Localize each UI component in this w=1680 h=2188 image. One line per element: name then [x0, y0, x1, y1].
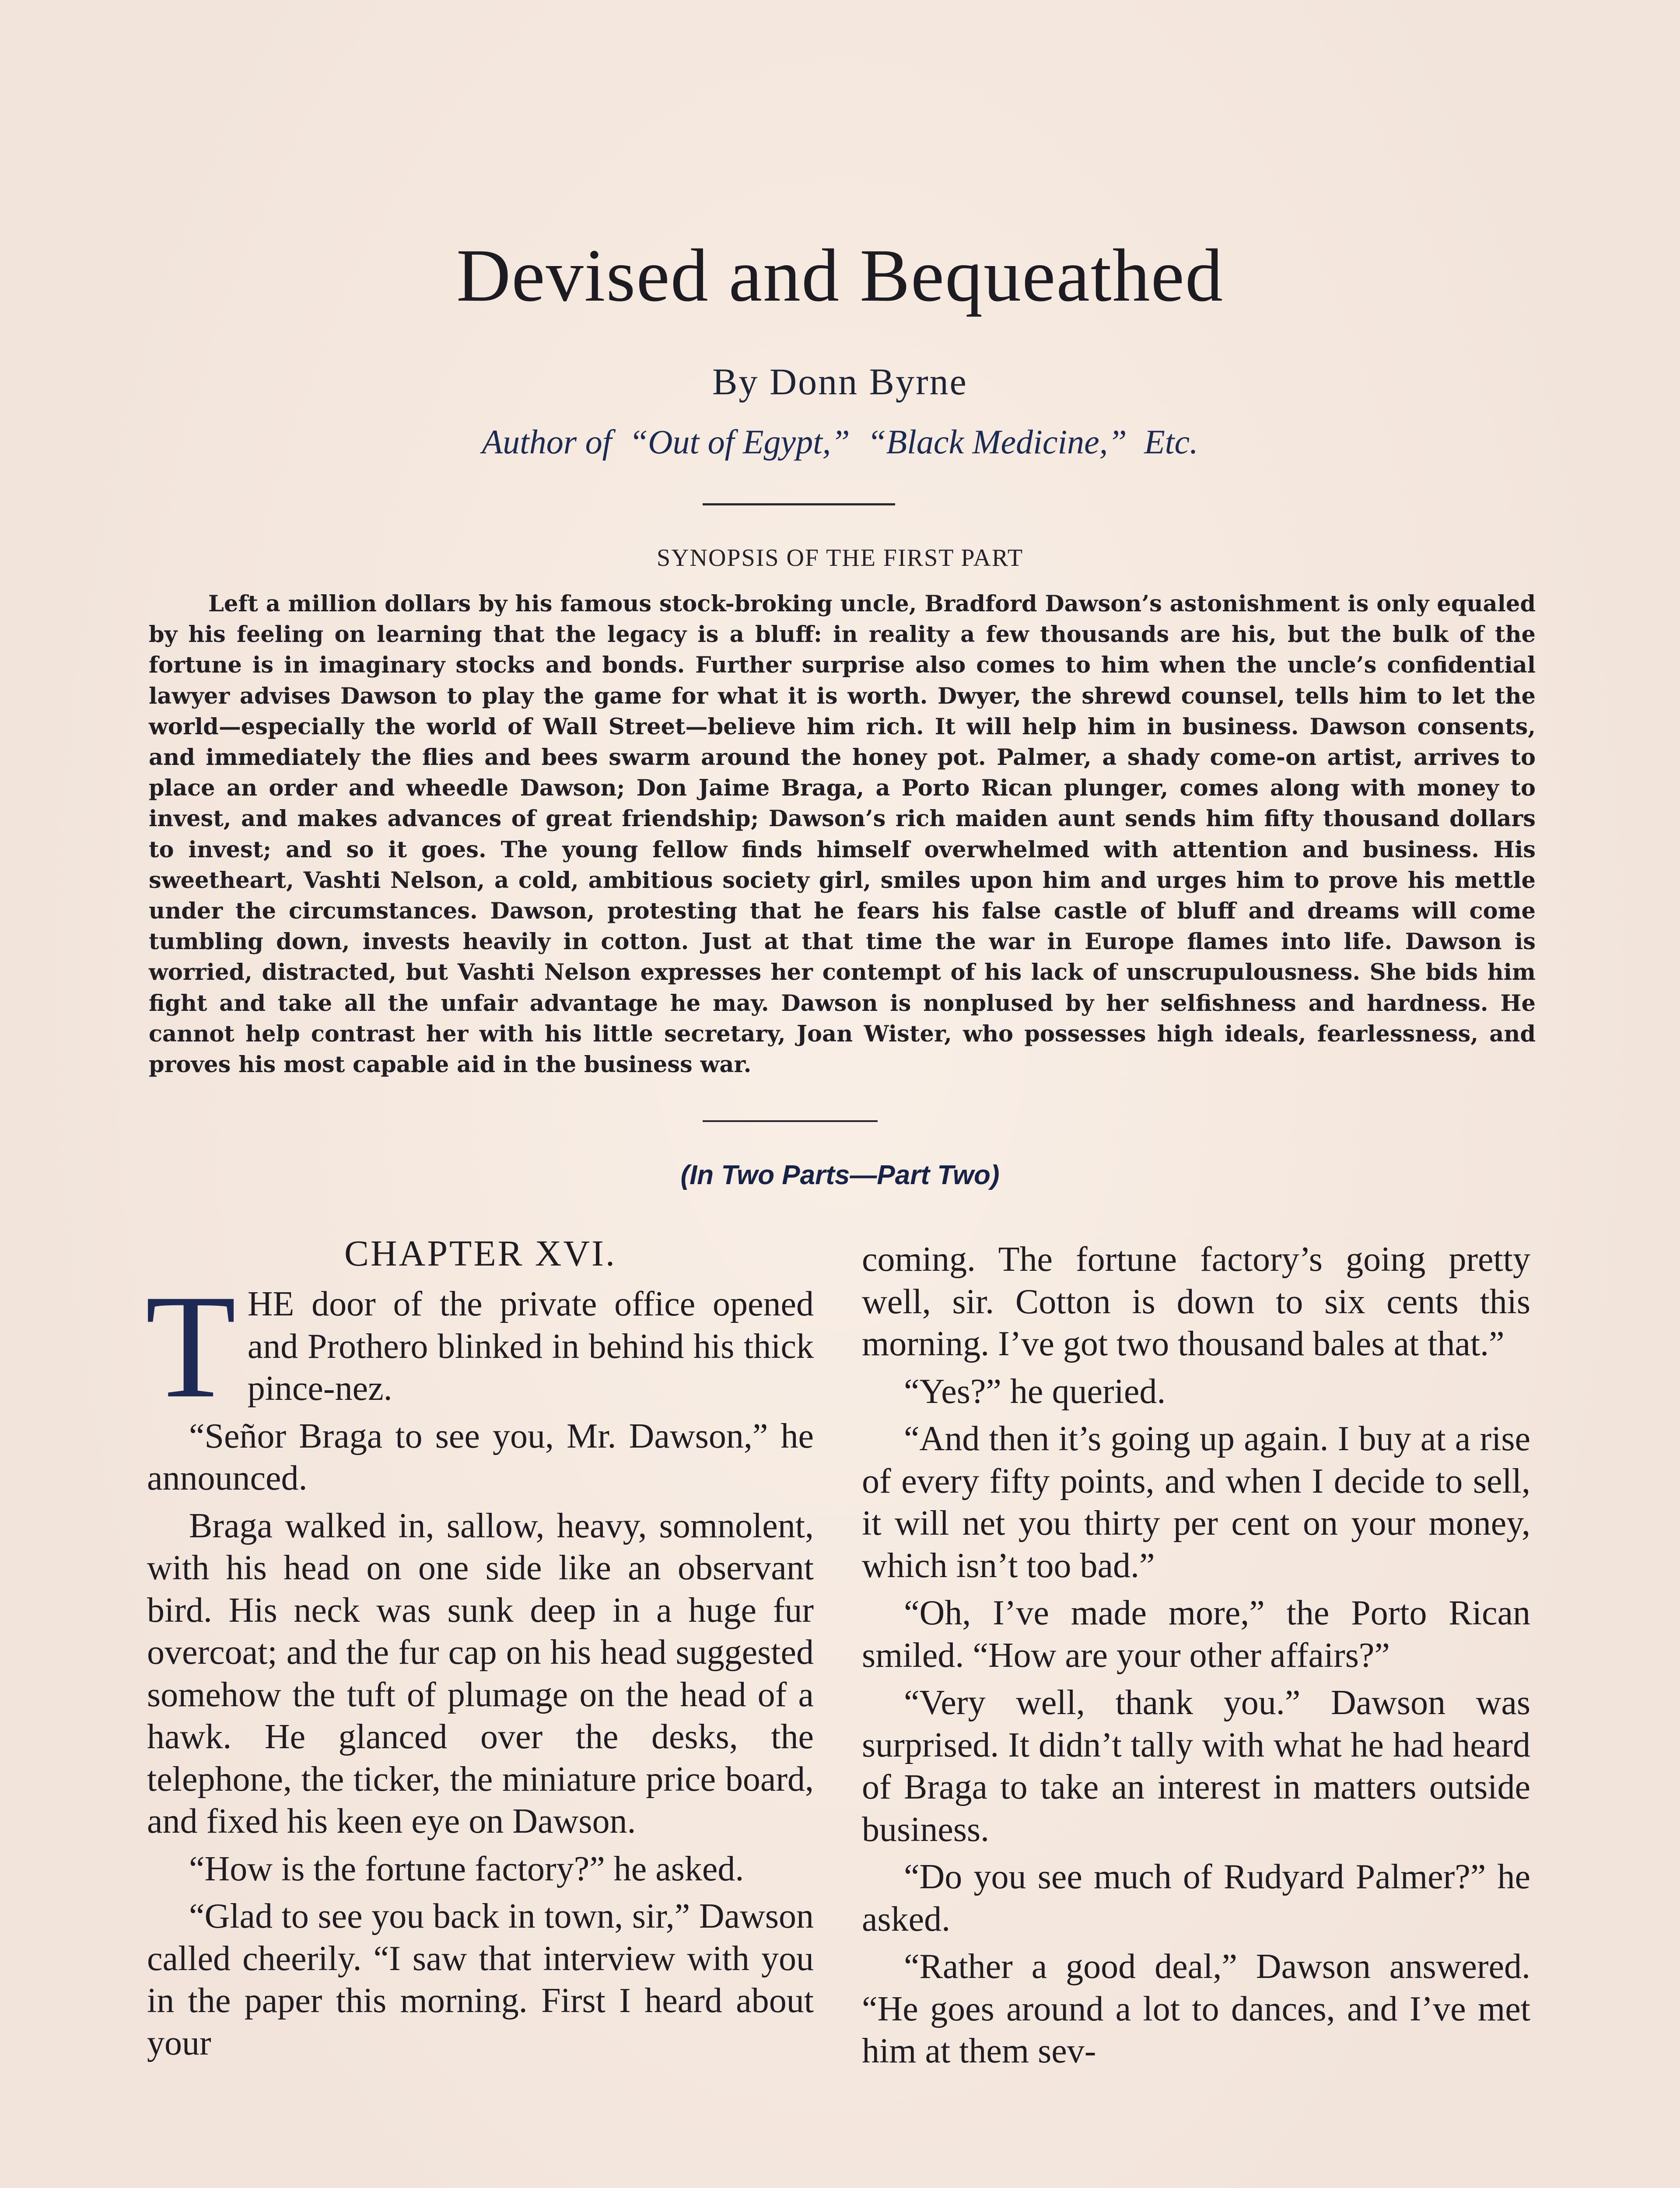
opening-text: HE door of the private office opened and Prothero blinked in behind his thick pince-nez.	[247, 1285, 814, 1408]
story-paragraph: “Do you see much of Rudyard Palmer?” he asked.	[862, 1858, 1530, 1939]
byline: By Donn Byrne	[712, 361, 968, 403]
author-suffix: Etc.	[1144, 423, 1198, 461]
synopsis-divider	[703, 1120, 878, 1122]
story-paragraph: “Yes?” he queried.	[904, 1372, 1166, 1411]
drop-cap: T	[145, 1264, 236, 1429]
continuation-paragraph: coming. The fortune factory’s going pretty well, sir. Cotton is down to six cents this morning. I’ve got two thousand bales at that.”	[862, 1240, 1530, 1363]
author-credits	[0, 420, 1680, 464]
story-title: Devised and Bequeathed	[456, 234, 1224, 317]
story-paragraph: “Oh, I’ve made more,” the Porto Rican smiled. “How are your other affairs?”	[862, 1594, 1530, 1675]
synopsis-text: Left a million dollars by his famous stock-broking uncle, Bradford Dawson’s astonishment is only equaled by his feeling on learning that the legacy is a bluff: in reality a few thousands are his, but the bulk of the fortune is in imaginary stocks and bonds. Further surprise also comes to him when the uncle’s confidential lawyer advises Dawson to play the game for what it is worth. Dwyer, the shrewd counsel, tells him to let the world—especially the world of Wall Street—believe him rich. It will help him in business. Dawson consents, and immediately the flies and bees swarm around the honey pot. Palmer, a shady come-on artist, arrives to place an order and wheedle Dawson; Don Jaime Braga, a Porto Rican plunger, comes along with money to invest, and makes advances of great friendship; Dawson’s rich maiden aunt sends him fifty thousand dollars to invest; and so it goes. The young fellow finds himself overwhelmed with attention and business. His sweetheart, Vashti Nelson, a cold, ambitious society girl, smiles upon him and urges him to prove his mettle under the circumstances. Dawson, protesting that he fears his false castle of bluff and dreams will come tumbling down, invests heavily in cotton. Just at that time the war in Europe flames into life. Dawson is worried, distracted, but Vashti Nelson expresses her contempt of his lack of unscrupulousness. She bids him fight and take all the unfair advantage he may. Dawson is nonplused by her selfishness and hardness. He cannot help contrast her with his little secretary, Joan Wister, who possesses high ideals, fearlessness, and proves his most capable aid in the business war.	[149, 591, 1536, 1078]
title-divider	[703, 503, 895, 505]
story-paragraph: Braga walked in, sallow, heavy, somnolent, with his head on one side like an observant bird. His neck was sunk deep in a huge fur overcoat; and the fur cap on his head suggested somehow the tuft of plumage on the head of a hawk. He glanced over the desks, the telephone, the ticker, the miniature price board, and fixed his keen eye on Dawson.	[147, 1506, 814, 1841]
story-paragraph: “How is the fortune factory?” he asked.	[189, 1849, 744, 1888]
parts-label: (In Two Parts—Part Two)	[680, 1160, 1000, 1190]
synopsis-heading: SYNOPSIS OF THE FIRST PART	[656, 544, 1024, 572]
story-paragraph: “Señor Braga to see you, Mr. Dawson,” he announced.	[147, 1417, 814, 1497]
author-work-1: “Out of Egypt,”	[629, 423, 850, 461]
story-paragraph: “And then it’s going up again. I buy at a rise of every fifty points, and when I decide to sell, it will net you thirty per cent on your money, which isn’t too bad.”	[862, 1420, 1530, 1585]
story-paragraph: “Glad to see you back in town, sir,” Dawson called cheerily. “I saw that interview with you in the paper this morning. First I heard about your	[147, 1897, 814, 2062]
right-column	[862, 1238, 1530, 2078]
story-paragraph: “Rather a good deal,” Dawson answered. “He goes around a lot to dances, and I’ve met him at them sev-	[862, 1947, 1530, 2070]
chapter-heading: CHAPTER XVI.	[344, 1233, 616, 1274]
story-paragraph: “Very well, thank you.” Dawson was surprised. It didn’t tally with what he had heard of Braga to take an interest in matters outside business.	[862, 1683, 1530, 1849]
author-work-2: “Black Medicine,”	[867, 423, 1127, 461]
left-column	[147, 1230, 814, 2069]
author-prefix: Author of	[482, 423, 612, 461]
opening-paragraph	[145, 1264, 814, 1429]
